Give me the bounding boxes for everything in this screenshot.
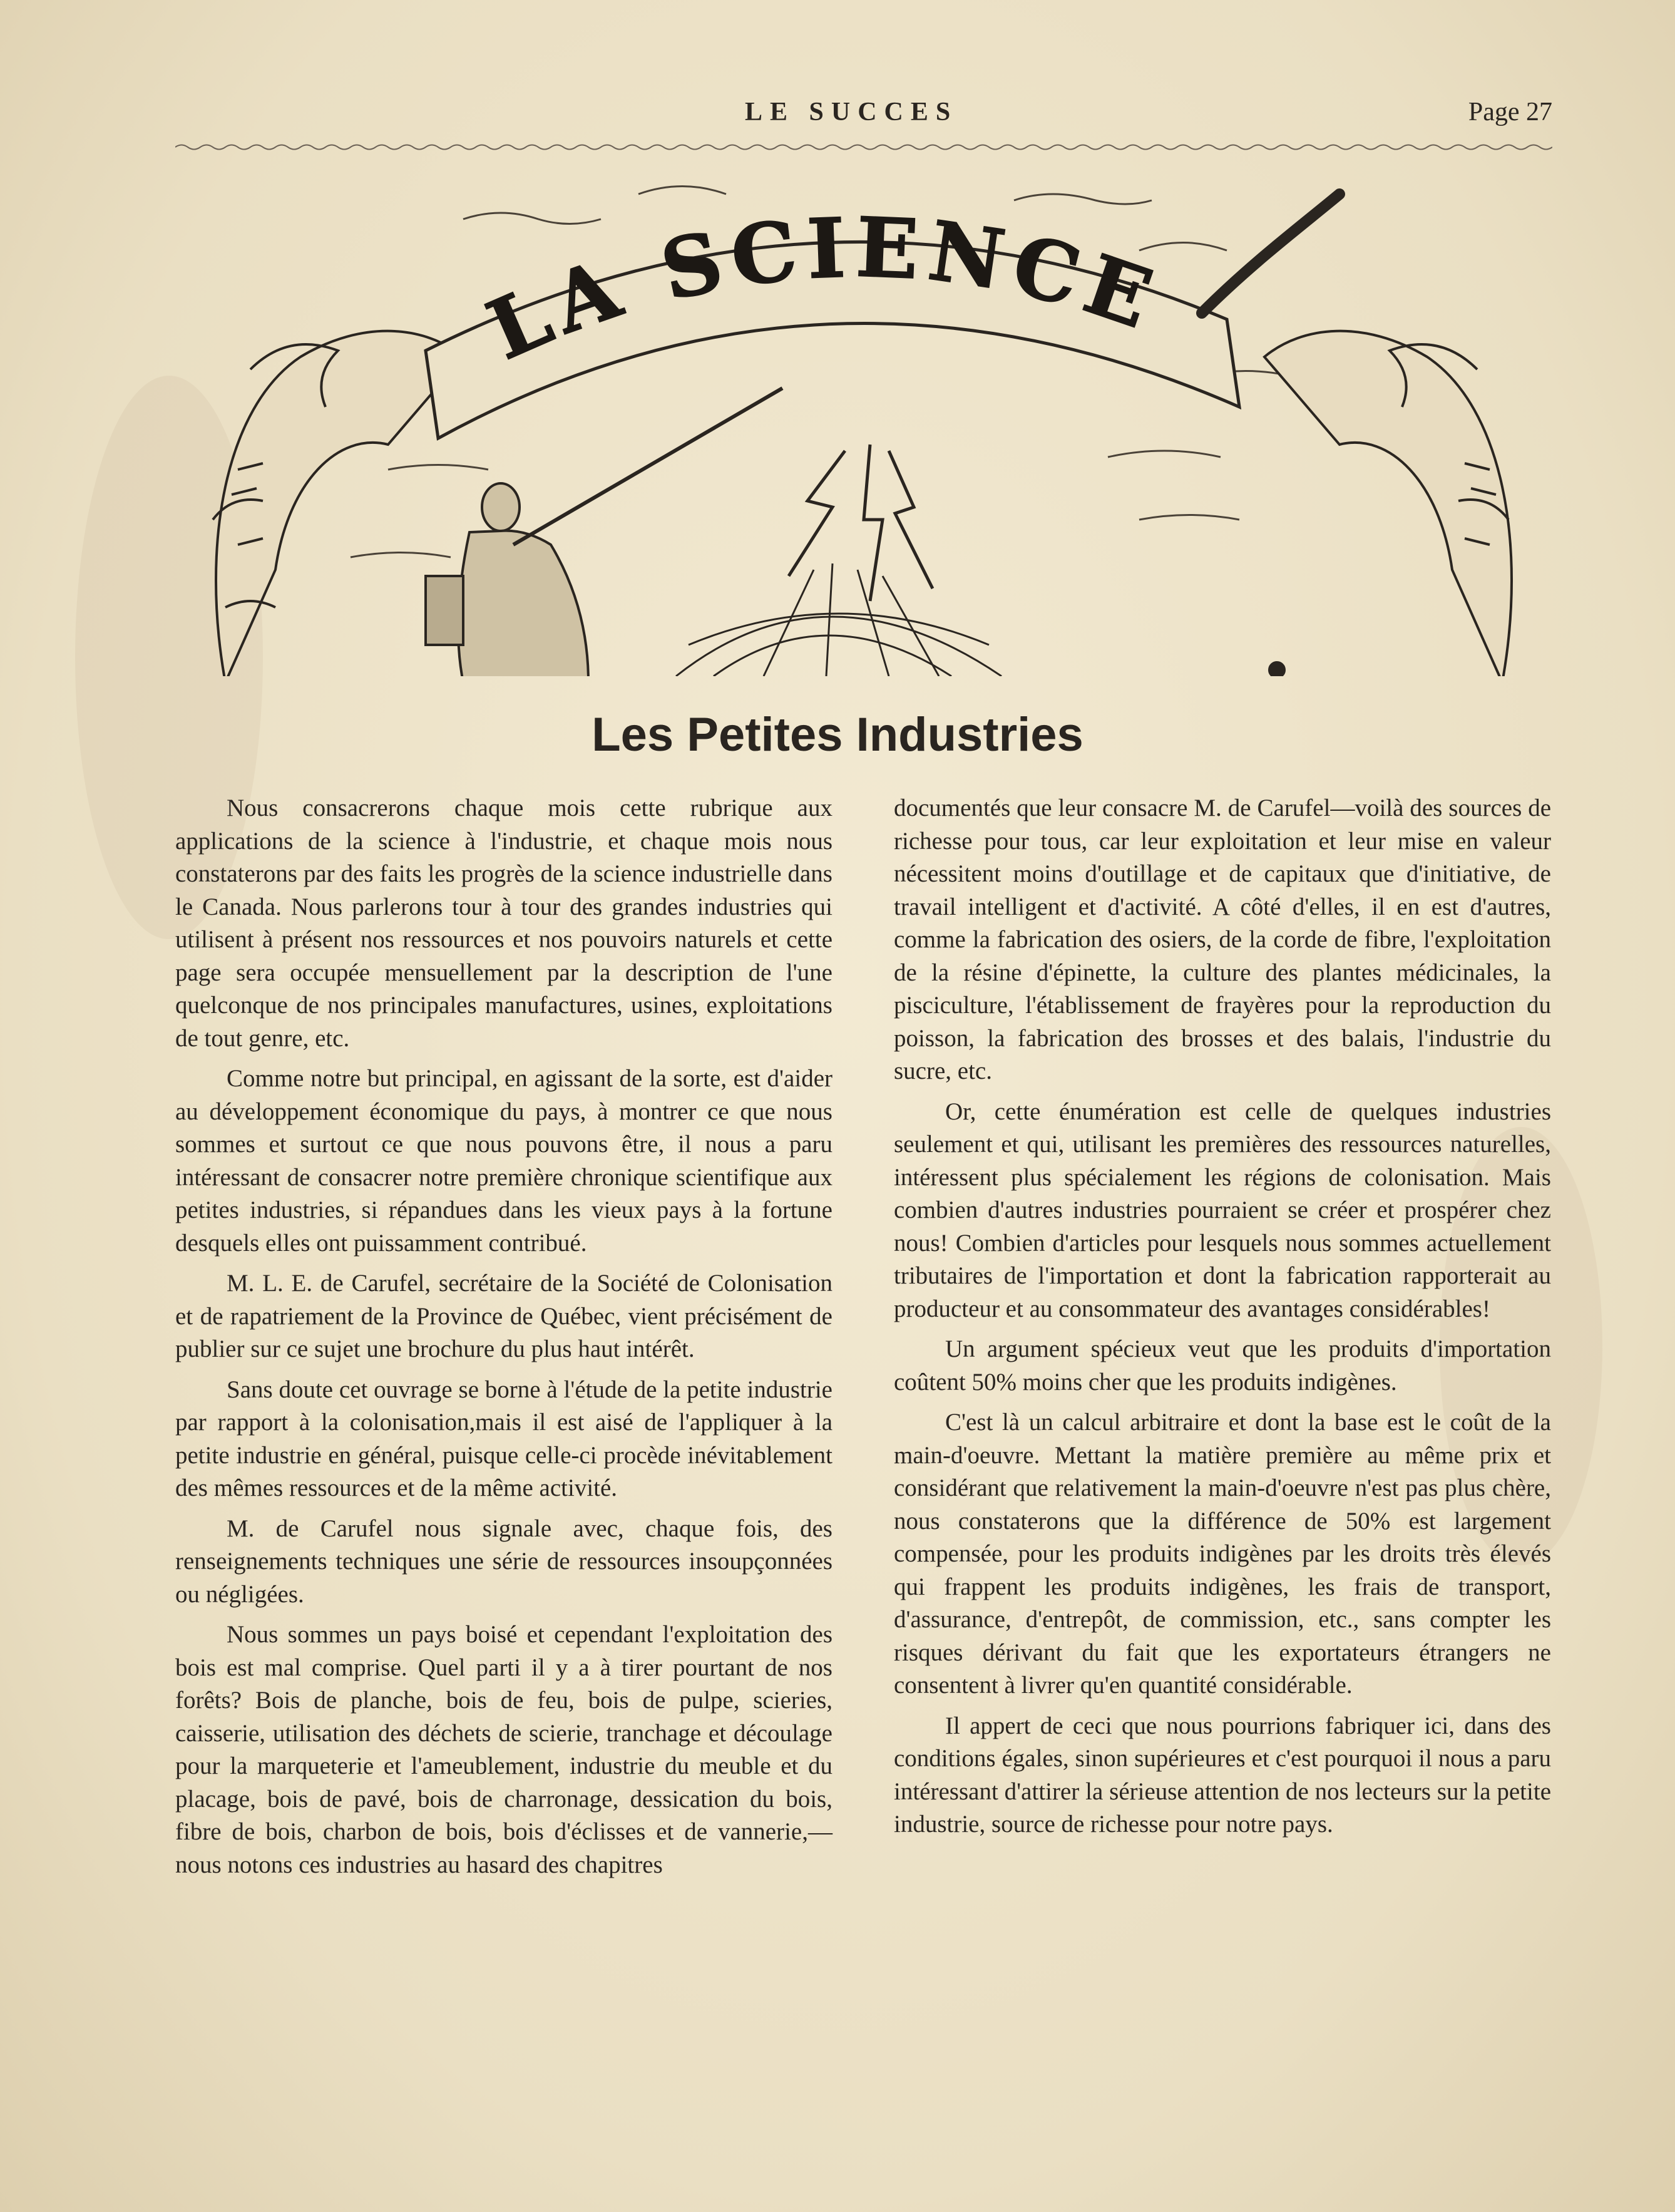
la-science-banner-illustration bbox=[200, 169, 1527, 676]
banner-title: LA SCIENCE bbox=[474, 199, 1172, 379]
article-paragraph: Sans doute cet ouvrage se borne à l'étude de la petite industrie par rapport à la colonisation,mais il est aisé de l'appliquer à la petite industrie en général, puisque celle-ci procède inévitablement des mêmes ressources et de la même activité. bbox=[175, 1376, 832, 1501]
page-number: Page 27 bbox=[1468, 98, 1552, 126]
ribbon-tail bbox=[1202, 194, 1339, 313]
article-paragraph: Nous sommes un pays boisé et cependant l'exploitation des bois est mal comprise. Quel parti il y a à tirer pourtant de nos forêts? Bois de planche, bois de feu, bois de pulpe, scieries, caisserie, utilisation des déchets de scierie, tranchage et découlage pour la marqueterie et l'ameublement, industrie du meuble et du placage, bois de pavé, bois de charronage, dessication du bois, fibre de bois, charbon de bois, bois d'éclisses et de vannerie,— nous notons ces industries au hasard des chapitres bbox=[175, 1621, 832, 1878]
article-paragraph: Nous consacrerons chaque mois cette rubrique aux applications de la science à l'industrie, et chaque mois nous constaterons par des faits les progrès de la science industrielle dans le Canada. Nous parlerons tour à tour des grandes industries qui utilisent à présent nos ressources et nos pouvoirs naturels et cette page sera occupée mensuellement par la description de l'une quelconque de nos principales manufactures, usines, exploitations de tout genre, etc. bbox=[175, 795, 832, 1052]
article-paragraph: Un argument spécieux veut que les produits d'importation coûtent 50% moins cher que les produits indigènes. bbox=[894, 1335, 1551, 1396]
running-header bbox=[175, 97, 1552, 141]
article-left-column bbox=[175, 792, 832, 1889]
article-paragraph-continued: documentés que leur consacre M. de Carufel—voilà des sources de richesse pour tous, car leur exploitation et leur mise en valeur nécessitent moins d'outillage et de capitaux que d'initiative, de travail intelligent et d'activité. A côté d'elles, il en est d'autres, comme la fabrication des osiers, de la corde de fibre, l'exploitation de la résine d'épinette, la culture des plantes médicinales, la pisciculture, l'établissement de frayères pour la reproduction du poisson, la fabrication des brosses et des balais, l'industrie du sucre, etc. bbox=[894, 795, 1551, 1084]
article-paragraph: M. L. E. de Carufel, secrétaire de la Société de Colonisation et de rapatriement de la Province de Québec, vient précisément de publier sur ce sujet une brochure du plus haut intérêt. bbox=[175, 1270, 832, 1362]
article-paragraph: Comme notre but principal, en agissant de la sorte, est d'aider au développement économique du pays, à montrer ce que nous sommes et surtout ce que nous pouvons être, il nous a paru intéressant de consacrer notre première chronique scientifique aux petites industries, si répandues dans les vieux pays à la fortune desquels elles ont puissamment contribué. bbox=[175, 1065, 832, 1257]
decorative-wavy-rule bbox=[175, 143, 1552, 152]
globe-grid bbox=[676, 563, 1001, 676]
article-paragraph: Or, cette énumération est celle de quelques industries seulement et qui, utilisant les premières des ressources naturelles, intéressent plus spécialement les régions de colonisation. Mais combien d'autres industries pourraient se créer et prospérer chez nous! Combien d'articles pour lesquels nous sommes actuellement tributaires de l'importation et dont la fabrication rapporterait au producteur et au consommateur des avantages considérables! bbox=[894, 1098, 1551, 1322]
journal-name: LE SUCCES bbox=[745, 98, 958, 126]
right-scroll-ornament bbox=[1264, 331, 1512, 676]
article-title: Les Petites Industries bbox=[592, 708, 1083, 761]
article-paragraph: C'est là un calcul arbitraire et dont la base est le coût de la main-d'oeuvre. Mettant la matière première au même prix et considérant que relativement la main-d'oeuvre n'est pas plus chère, nous constaterons que la différence de 50% est largement compensée, pour les produits indigènes par les droits très élevés qui frappent les produits indigènes, les frais de transport, d'assurance, d'entrepôt, de commission, etc., sans compter les risques dérivant du fait que les exportateurs étrangers ne consentent à livrer qu'en quantité considérable. bbox=[894, 1409, 1551, 1699]
article-right-column bbox=[894, 792, 1551, 1849]
seated-figure bbox=[426, 388, 782, 676]
article-paragraph: M. de Carufel nous signale avec, chaque fois, des renseignements techniques une série de ressources insoupçonnées ou négligées. bbox=[175, 1515, 832, 1608]
article-paragraph: Il appert de ceci que nous pourrions fabriquer ici, dans des conditions égales, sinon supérieures et c'est pourquoi il nous a paru intéressant d'attirer la sérieuse attention de nos lecteurs sur la petite industrie, source de richesse pour notre pays. bbox=[894, 1712, 1551, 1838]
